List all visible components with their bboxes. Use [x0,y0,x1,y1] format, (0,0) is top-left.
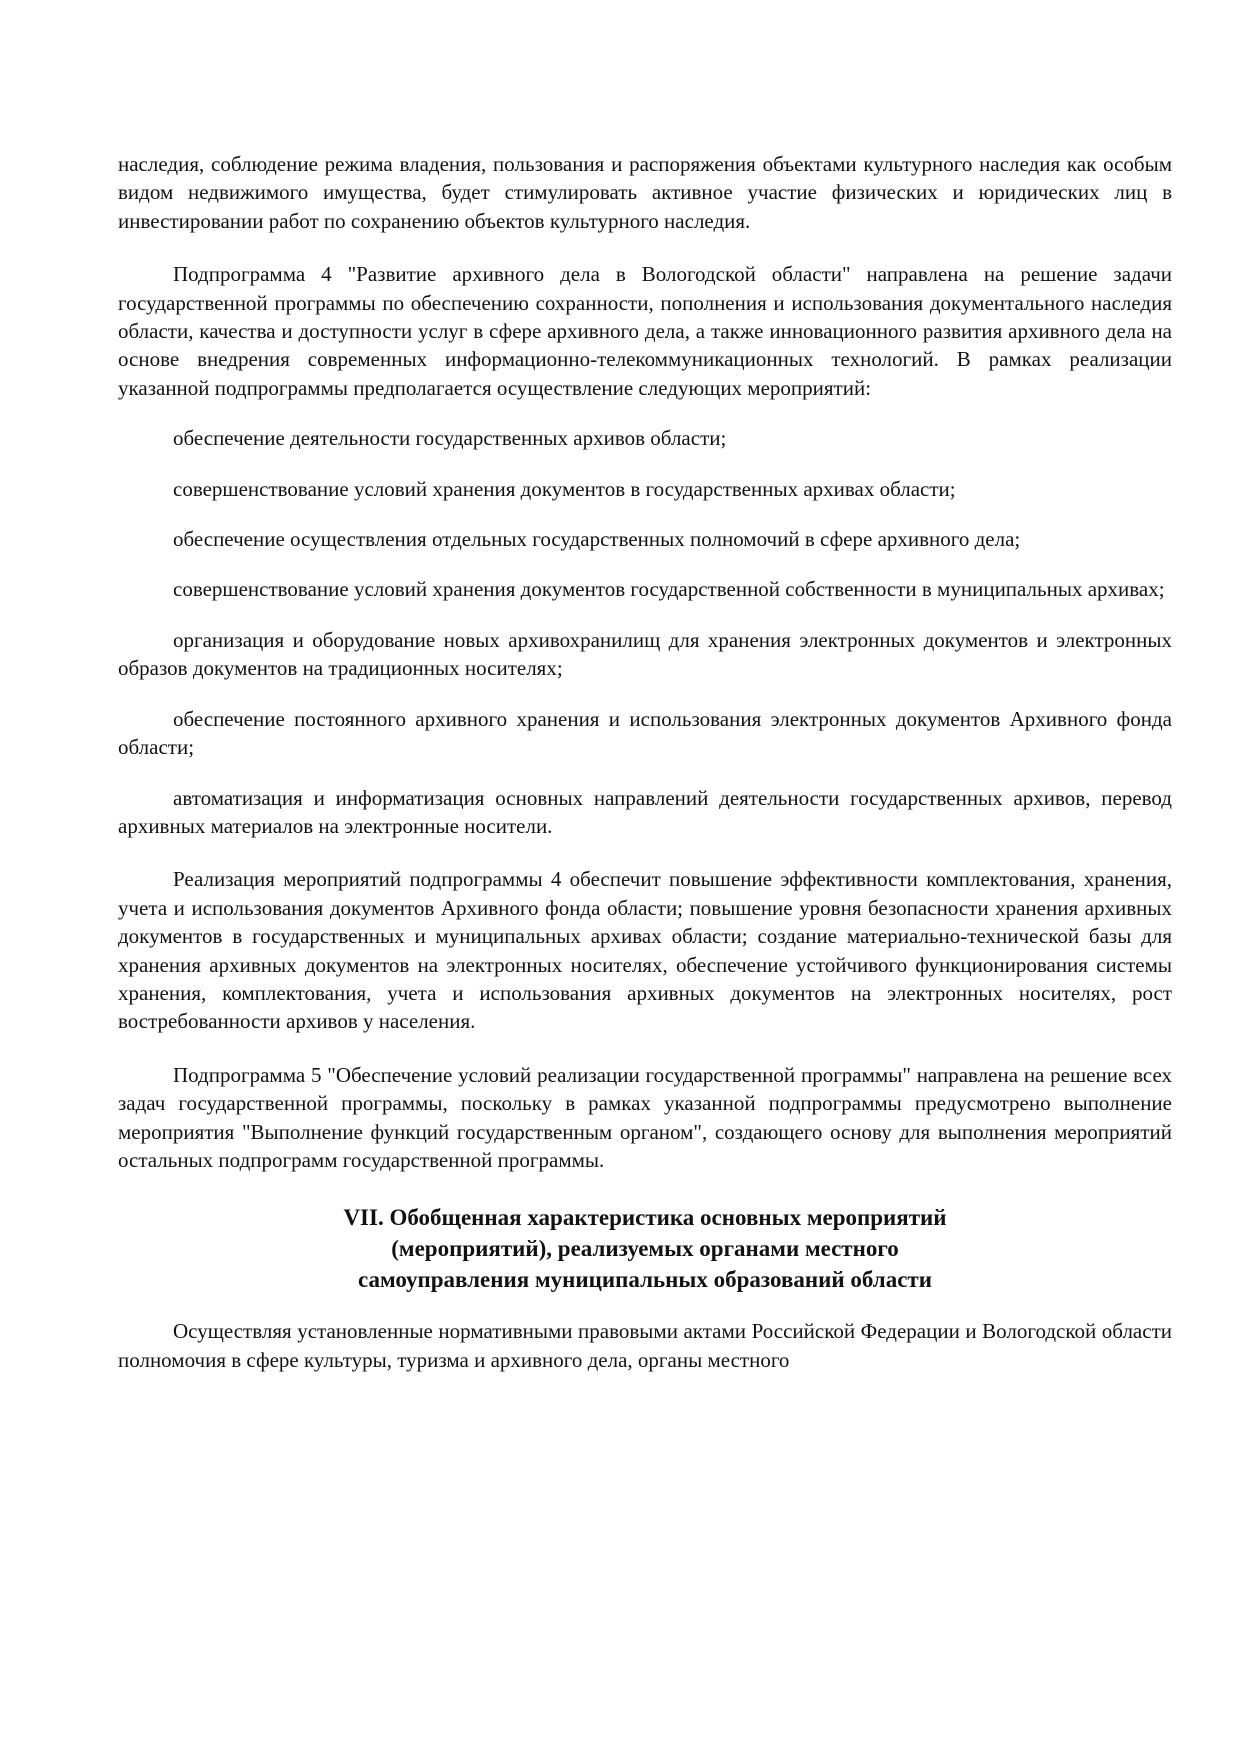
list-item-storage-conditions: совершенствование условий хранения документов в государственных архивах области; [173,476,956,501]
list-item-new-storage-facilities: организация и оборудование новых архивохранилищ для хранения электронных документов и электронных образов документов на традиционных носителях; [118,627,1172,681]
paragraph-subprogram-4: Подпрограмма 4 "Развитие архивного дела в Вологодской области" направлена на решение задачи государственной программы по обеспечению сохранности, пополнения и использования документального наследия области, качества и доступности услуг в сфере архивного дела, а также инновационного развития архивного дела на основе внедрения современных информационно-телекоммуникационных технологий. В рамках реализации указанной подпрограммы предполагается осуществление следующих мероприятий: [118,262,1172,400]
list-item-state-powers: обеспечение осуществления отдельных государственных полномочий в сфере архивного дела; [173,527,1021,552]
paragraph-local-government: Осуществляя установленные нормативными правовыми актами Российской Федерации и Вологодской области полномочия в сфере культуры, туризма и архивного дела, органы местного [118,1319,1172,1372]
section-heading-line-3: самоуправления муниципальных образований области [358,1267,932,1293]
paragraph-cultural-heritage: наследия, соблюдение режима владения, пользования и распоряжения объектами культурного наследия как особым видом недвижимого имущества, будет стимулировать активное участие физических и юридических лиц в инвестировании работ по сохранению объектов культурного наследия. [118,152,1172,233]
list-item-archives-activity: обеспечение деятельности государственных архивов области; [173,426,727,451]
list-item-electronic-documents: обеспечение постоянного архивного хранения и использования электронных документов Архивного фонда области; [118,706,1172,760]
paragraph-subprogram-4-results: Реализация мероприятий подпрограммы 4 обеспечит повышение эффективности комплектования, хранения, учета и использования документов Архивного фонда области; повышение уровня безопасности хранения архивных документов в государственных и муниципальных архивах области; создание материально-технической базы для хранения архивных документов на электронных носителях, обеспечение устойчивого функционирования системы хранения, комплектования, учета и использования архивных документов на электронных носителях, рост востребованности архивов у населения. [118,867,1172,1034]
list-item-municipal-archives: совершенствование условий хранения документов государственной собственности в муниципальных архивах; [173,577,1165,602]
section-heading-line-2: (мероприятий), реализуемых органами местного [391,1236,899,1262]
paragraph-subprogram-5: Подпрограмма 5 "Обеспечение условий реализации государственной программы" направлена на решение всех задач государственной программы, поскольку в рамках указанной подпрограммы предусмотрено выполнение мероприятия "Выполнение функций государственным органом", создающего основу для выполнения мероприятий остальных подпрограмм государственной программы. [118,1062,1172,1172]
document-page [118,150,1172,1374]
section-heading-line-1: VII. Обобщенная характеристика основных мероприятий [343,1205,947,1231]
list-item-automation: автоматизация и информатизация основных направлений деятельности государственных архивов, перевод архивных материалов на электронные носители. [118,785,1172,838]
section-heading [118,1202,1172,1295]
